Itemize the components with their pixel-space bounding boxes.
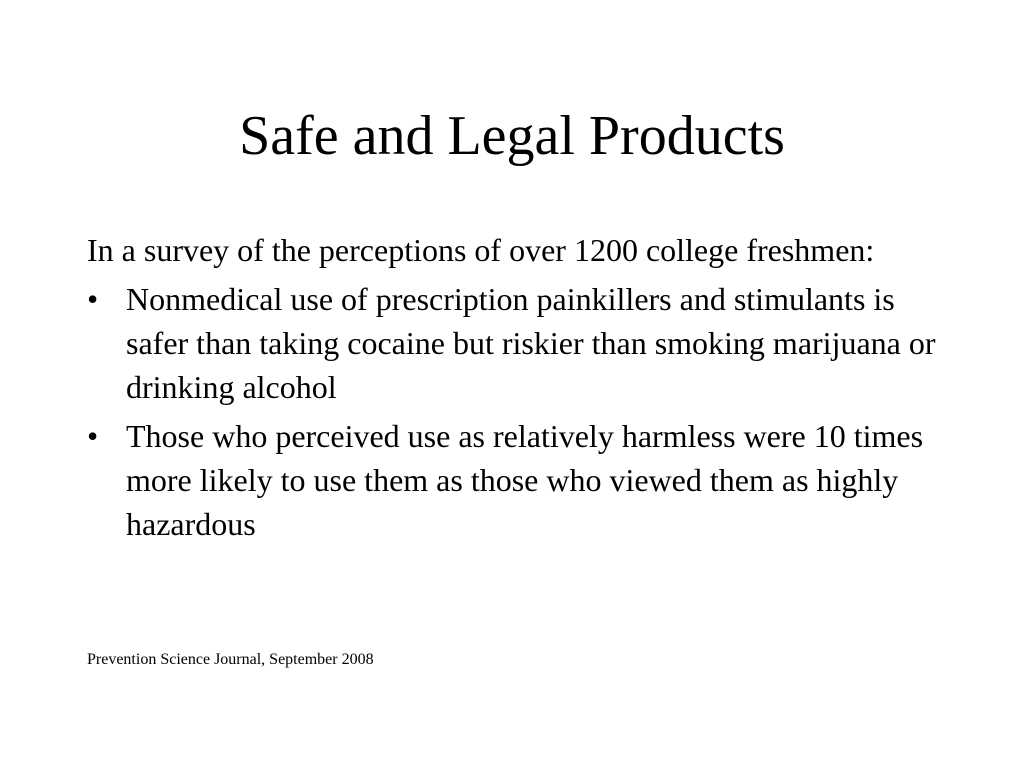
slide-body <box>87 228 937 551</box>
bullet-icon: • <box>87 281 99 317</box>
bullet-list <box>87 277 937 546</box>
citation: Prevention Science Journal, September 2008 <box>87 651 374 668</box>
bullet-item <box>87 414 937 546</box>
bullet-icon: • <box>87 418 99 454</box>
intro-text: In a survey of the perceptions of over 1200 college freshmen: <box>87 232 875 268</box>
bullet-text: Nonmedical use of prescription painkillers and stimulants is safer than taking cocaine but riskier than smoking marijuana or drinking alcohol <box>126 281 936 405</box>
bullet-item <box>87 277 937 409</box>
bullet-text: Those who perceived use as relatively harmless were 10 times more likely to use them as those who viewed them as highly hazardous <box>126 418 924 542</box>
slide-title: Safe and Legal Products <box>239 105 785 167</box>
